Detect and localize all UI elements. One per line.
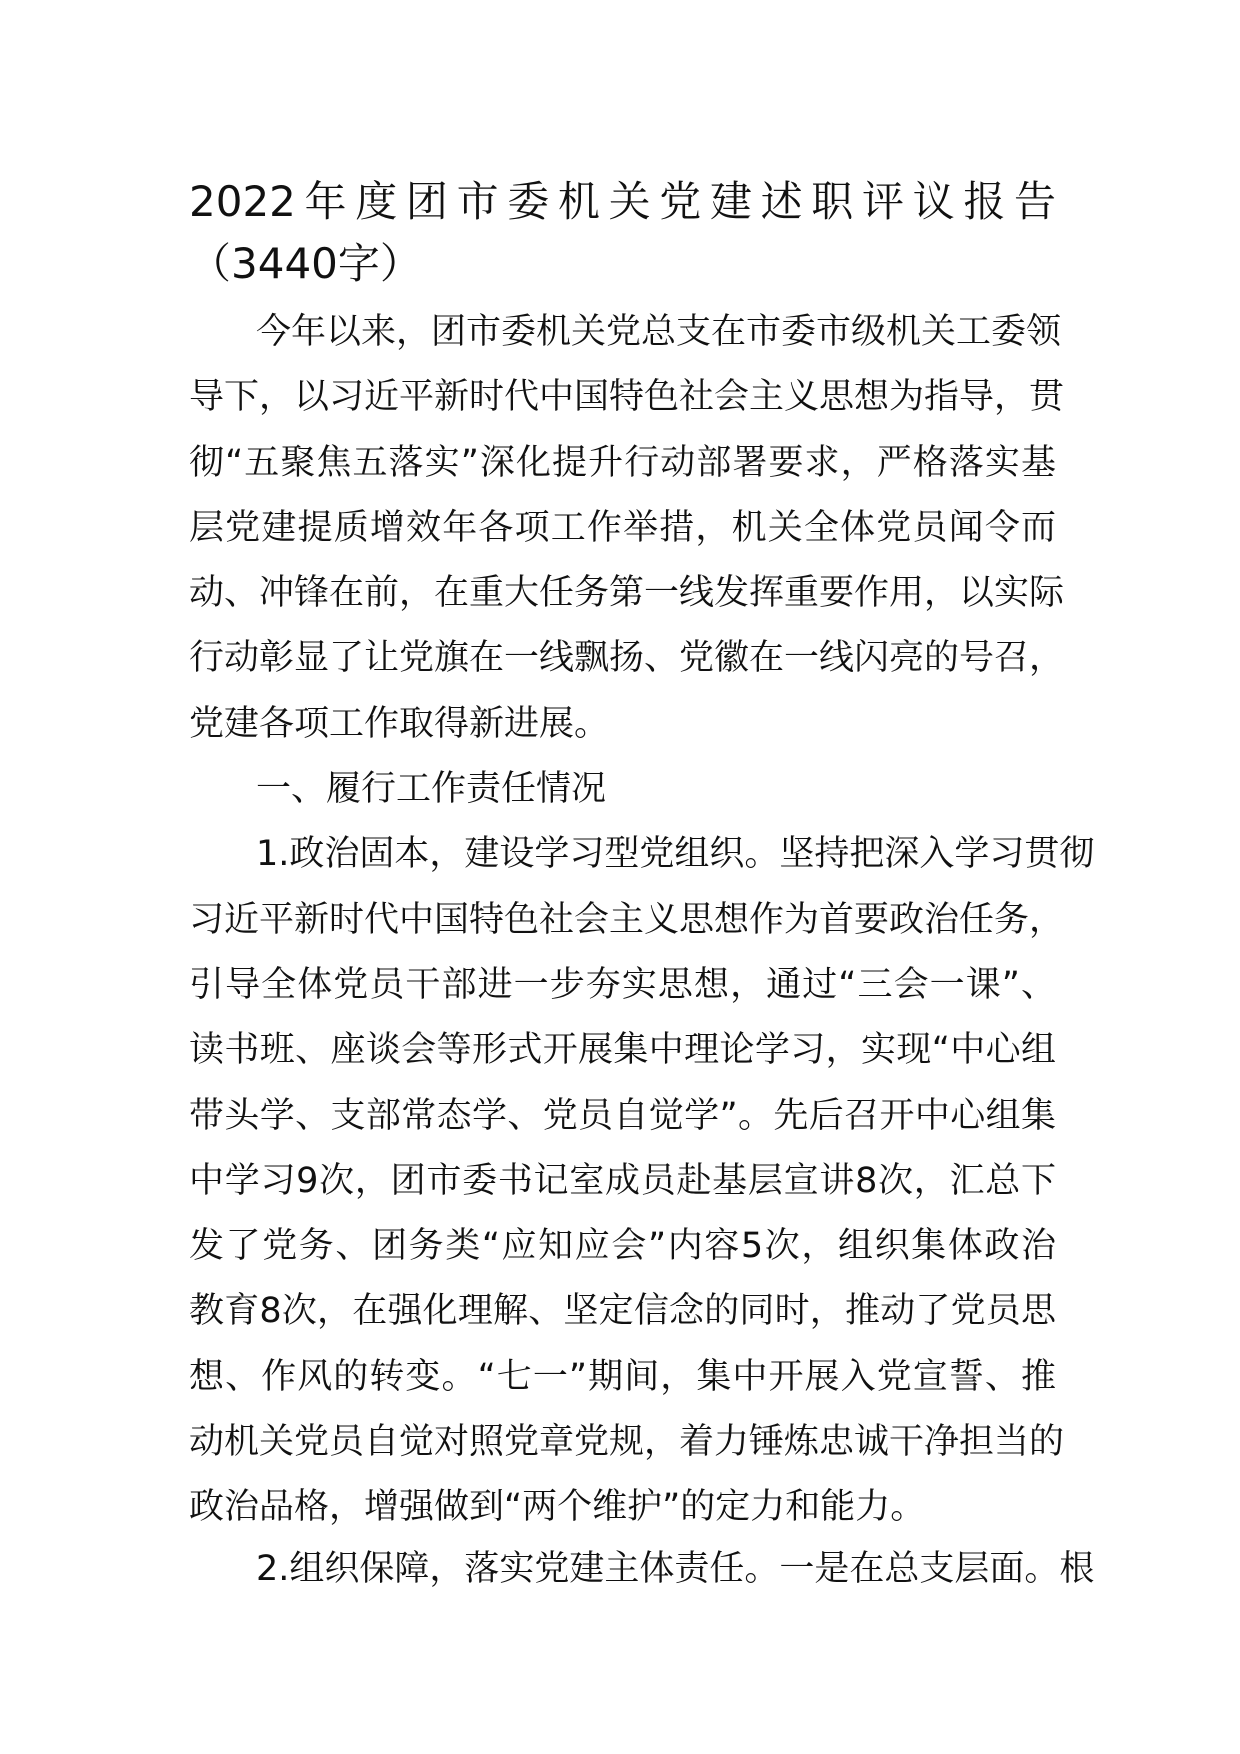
paragraph-line: 1.政治固本，建设学习型党组织。坚持把深入学习贯彻 [256, 834, 1095, 874]
paragraph-line: 2.组织保障，落实党建主体责任。一是在总支层面。根 [256, 1549, 1095, 1589]
paragraph-line: 引导全体党员干部进一步夯实思想，通过“三会一课”、 [189, 965, 1056, 1005]
paragraph-line: 层党建提质增效年各项工作举措，机关全体党员闻令而 [189, 508, 1056, 548]
paragraph-line: 导下，以习近平新时代中国特色社会主义思想为指导，贯 [189, 377, 1065, 417]
paragraph-line: 党建各项工作取得新进展。 [189, 704, 610, 744]
paragraph-line: 带头学、支部常态学、党员自觉学”。先后召开中心组集 [189, 1096, 1056, 1136]
paragraph-line: 想、作风的转变。“七一”期间，集中开展入党宣誓、推 [189, 1357, 1056, 1397]
paragraph-line: 动、冲锋在前，在重大任务第一线发挥重要作用，以实际 [189, 573, 1065, 613]
paragraph-line: 今年以来，团市委机关党总支在市委市级机关工委领 [256, 312, 1062, 352]
paragraph-line: 中学习9次，团市委书记室成员赴基层宣讲8次，汇总下 [189, 1161, 1056, 1201]
paragraph-line: 行动彰显了让党旗在一线飘扬、党徽在一线闪亮的号召， [189, 638, 1065, 678]
paragraph-line: 动机关党员自觉对照党章党规，着力锤炼忠诚干净担当的 [189, 1422, 1065, 1462]
paragraph-line: 教育8次，在强化理解、坚定信念的同时，推动了党员思 [189, 1291, 1056, 1331]
document-title: 2022年度团市委机关党建述职评议报告 [189, 177, 1056, 226]
document-title-wordcount: （3440字） [189, 239, 422, 288]
paragraph-line: 发了党务、团务类“应知应会”内容5次，组织集体政治 [189, 1226, 1056, 1266]
section-heading: 一、履行工作责任情况 [256, 769, 607, 809]
paragraph-line: 政治品格，增强做到“两个维护”的定力和能力。 [189, 1487, 926, 1527]
paragraph-line: 读书班、座谈会等形式开展集中理论学习，实现“中心组 [189, 1030, 1056, 1070]
paragraph-line: 彻“五聚焦五落实”深化提升行动部署要求，严格落实基 [189, 443, 1056, 483]
paragraph-line: 习近平新时代中国特色社会主义思想作为首要政治任务， [189, 900, 1065, 940]
